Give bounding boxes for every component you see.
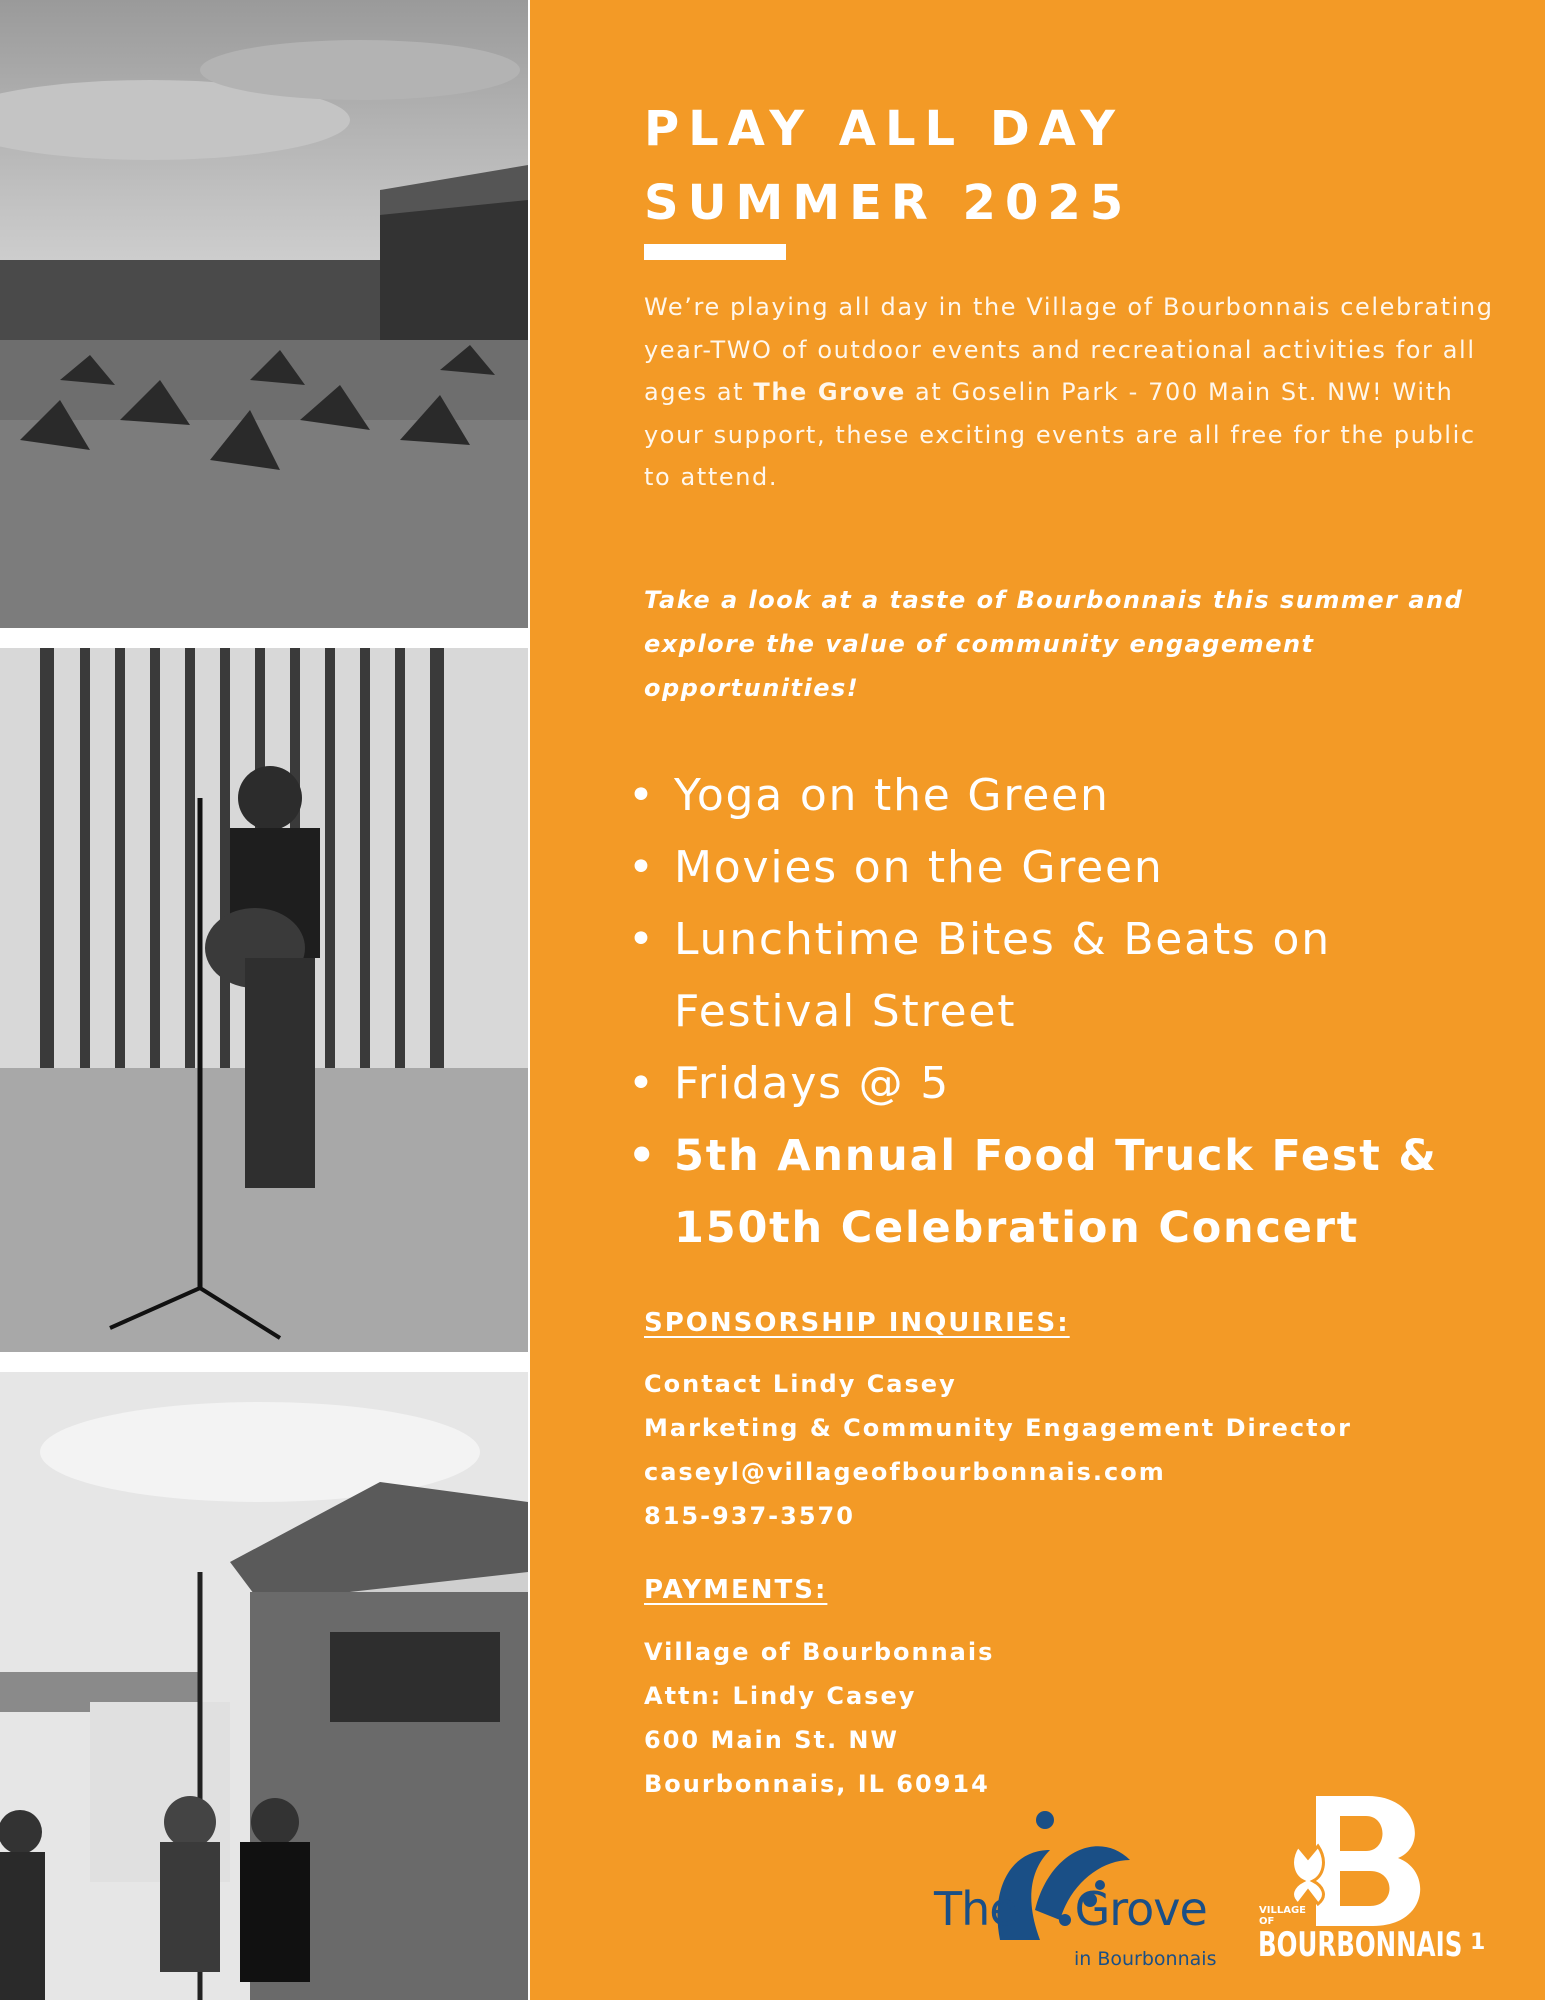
- payment-line-1: Village of Bourbonnais: [644, 1638, 995, 1666]
- bullet-icon: •: [628, 1131, 658, 1181]
- event-label: Lunchtime Bites & Beats on Festival Street: [674, 914, 1331, 1037]
- bourbonnais-wordmark: BOURBONNAIS: [1258, 1925, 1463, 1965]
- contact-phone[interactable]: 815-937-3570: [644, 1502, 855, 1530]
- yoga-photo: [0, 0, 528, 628]
- bullet-icon: •: [628, 1058, 656, 1109]
- list-item: [628, 832, 1488, 904]
- page-title: [644, 92, 1504, 240]
- event-label: Movies on the Green: [674, 842, 1164, 893]
- list-item: [628, 1120, 1488, 1264]
- grove-logo-text: [934, 1882, 1207, 1936]
- contact-role: Marketing & Community Engagement Director: [644, 1414, 1352, 1442]
- title-underline-bar: [644, 244, 786, 260]
- payment-line-2: Attn: Lindy Casey: [644, 1682, 917, 1710]
- sponsorship-heading: SPONSORSHIP INQUIRIES:: [644, 1308, 1070, 1338]
- musician-photo: [0, 648, 528, 1352]
- grove-word: Grove: [1074, 1882, 1207, 1936]
- event-label: Yoga on the Green: [674, 770, 1110, 821]
- payment-line-3: 600 Main St. NW: [644, 1726, 899, 1754]
- list-item: [628, 904, 1488, 1048]
- event-label: Fridays @ 5: [674, 1058, 951, 1109]
- bullet-icon: •: [628, 770, 656, 821]
- list-item: [628, 760, 1488, 832]
- intro-text-2: at Goselin Park - 700 Main St. NW! With your support, these exciting events are all free for the public to attend.: [644, 378, 1476, 491]
- sponsorship-info: [644, 1362, 1504, 1538]
- contact-email[interactable]: caseyl@villageofbourbonnais.com: [644, 1458, 1166, 1486]
- tagline: Take a look at a taste of Bourbonnais this summer and explore the value of community engagement opportunities!: [644, 586, 1464, 702]
- intro-paragraph: [644, 286, 1494, 499]
- title-line-2: SUMMER 2025: [644, 175, 1133, 231]
- intro-venue: The Grove: [753, 378, 906, 406]
- bullet-icon: •: [628, 914, 656, 965]
- intro-text-1: We’re playing all day in the Village of Bourbonnais celebrating year-TWO of outdoor events and recreational activities for all ages at: [644, 293, 1494, 406]
- list-item: [628, 1048, 1488, 1120]
- grove-logo-subtitle: in Bourbonnais: [1074, 1948, 1217, 1970]
- page-number: 1: [1470, 1930, 1486, 1955]
- payments-info: [644, 1630, 1504, 1806]
- events-list: [628, 760, 1488, 1264]
- food-truck-photo: [0, 1372, 528, 2000]
- title-line-1: PLAY ALL DAY: [644, 101, 1124, 157]
- event-label: 5th Annual Food Truck Fest & 150th Celebration Concert: [674, 1131, 1438, 1253]
- contact-name: Contact Lindy Casey: [644, 1370, 957, 1398]
- grove-the: The: [934, 1882, 1017, 1936]
- village-of-label: VILLAGE OF: [1259, 1905, 1306, 1927]
- photo-column: [0, 0, 530, 2000]
- payments-heading: PAYMENTS:: [644, 1575, 828, 1605]
- bullet-icon: •: [628, 842, 656, 893]
- payment-line-4: Bourbonnais, IL 60914: [644, 1770, 990, 1798]
